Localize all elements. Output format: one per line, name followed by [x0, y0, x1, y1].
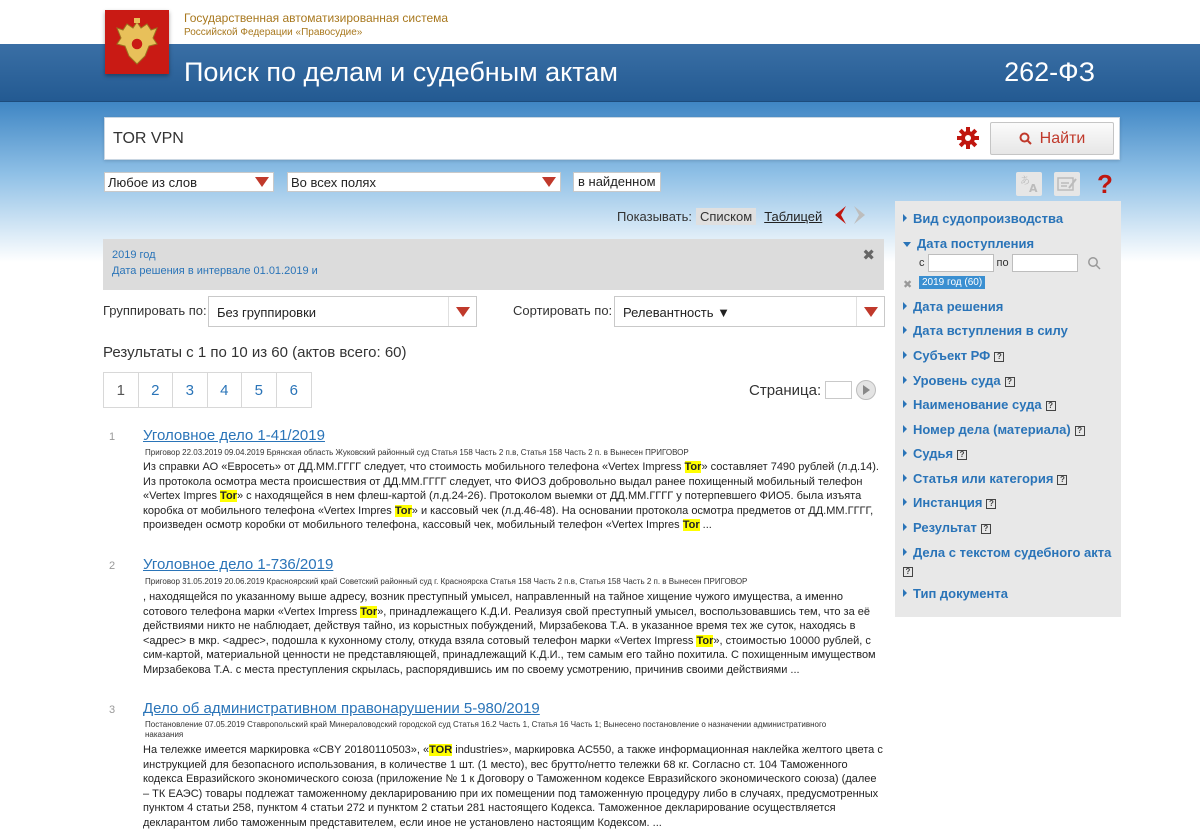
search-term-highlight: Tor — [394, 504, 412, 517]
dropdown-arrow-icon — [538, 173, 560, 191]
result-meta: Постановление 07.05.2019 Ставропольский край Минераловодский городской суд Статья 16.2 Часть 1, Статья 16 Часть 1; Вынесено постановление о назначении административного наказания — [145, 720, 827, 739]
view-mode-switch — [617, 208, 826, 225]
sidebar-item-doc-type[interactable]: Тип документа — [903, 586, 1008, 601]
page-jump-label: Страница: — [749, 381, 822, 399]
sidebar-item-decision-date[interactable]: Дата решения — [903, 299, 1003, 314]
sort-by-select[interactable] — [614, 296, 885, 327]
page-link[interactable]: 2 — [139, 373, 174, 407]
top-strip — [0, 0, 1200, 44]
page-jump — [749, 380, 876, 400]
word-mode-value: Любое из слов — [108, 175, 198, 190]
date-to-input[interactable] — [1012, 254, 1078, 272]
help-icon[interactable]: ? — [994, 352, 1004, 362]
result-snippet: Из справки АО «Евросеть» от ДД.ММ.ГГГГ следует, что стоимость мобильного телефона «Vertex Impress Tor» составляет 7490 рублей (л.д.14). Из протокола осмотра места происшествия от ДД.ММ.ГГГГ следует, что ФИОЗ добровольно выдал ранее похищенный мобильный телефон «Vertex Impres Tor» с находящейся в нем флеш-картой (л.д.24-26). Протоколом выемки от ДД.ММ.ГГГГ у потерпевшего ФИО5. была изъята коробка от мобильного телефона «Vertex Impres Tor» и кассовый чек (л.д.46-48). На основании протокола осмотра предметов от ДД.ММ.ГГГГ, произведен осмотр коробки от мобильного телефона, кассовый чек, мобильный телефон «Vertex Impres Tor ... — [143, 461, 879, 532]
date-from-input[interactable] — [928, 254, 994, 272]
search-term-highlight: Tor — [360, 605, 378, 618]
result-item — [103, 427, 885, 537]
result-item — [103, 700, 885, 836]
sort-by-label: Сортировать по: — [513, 303, 613, 318]
sidebar-item-with-text[interactable]: Дела с текстом судебного акта ? — [903, 544, 1115, 580]
sidebar-item-article[interactable]: Статья или категория ? — [903, 471, 1067, 486]
selected-year-tag[interactable]: 2019 год (60) — [919, 276, 985, 289]
help-icon[interactable]: ? — [903, 567, 913, 577]
sidebar-item-instance[interactable]: Инстанция ? — [903, 495, 996, 510]
remove-tag-icon[interactable]: ✖ — [903, 279, 913, 291]
result-number: 1 — [109, 431, 116, 443]
field-scope-value: Во всех полях — [291, 175, 376, 190]
result-snippet: На тележке имеется маркировка «CBY 20180110503», «TOR industries», маркировка AC550, а также информационная наклейка желтого цвета с инструкцией для безопасного использования, в количестве 1 шт. (1 место), вес брутто/нетто тележки 68 кг. Согласно ст. 104 Таможенного кодекса Евразийского экономического союза (приложение № 1 к Договору о Таможенном кодексе Евразийского экономического союза) (далее – ТК ЕАЭС) товары подлежат таможенному декларированию при их помещении под таможенную процедуру либо в случаях, предусмотренных пунктом 4 статьи 258, пунктом 4 статьи 272 и пунктом 2 статьи 281 настоящего Кодекса. Таможенное декларирование осуществляется декларантом либо таможенным представителем, если иное не установлено настоящим Кодексом. ... — [143, 744, 883, 829]
refine-in-results-button[interactable]: в найденном — [573, 172, 661, 192]
next-arrow-icon[interactable] — [852, 205, 868, 225]
view-table-option[interactable]: Таблицей — [764, 209, 823, 224]
date-to-label: по — [996, 257, 1009, 269]
sidebar-item-court-level[interactable]: Уровень суда ? — [903, 373, 1015, 388]
page-jump-input[interactable] — [825, 381, 852, 399]
search-term-highlight: Tor — [682, 519, 700, 532]
result-title-link[interactable]: Уголовное дело 1-736/2019 — [143, 556, 334, 573]
coat-of-arms-logo[interactable] — [105, 10, 169, 74]
search-icon — [1019, 132, 1032, 145]
help-icon[interactable]: ? — [1005, 377, 1015, 387]
go-arrow-icon[interactable] — [856, 380, 876, 400]
page-link[interactable]: 1 — [104, 373, 139, 407]
page-link[interactable]: 4 — [208, 373, 243, 407]
help-icon[interactable]: ? — [986, 499, 996, 509]
sidebar-item-result[interactable]: Результат ? — [903, 520, 991, 535]
close-icon[interactable]: ✖ — [862, 247, 875, 264]
svg-text:あ: あ — [1020, 176, 1030, 187]
search-term-highlight: TOR — [429, 744, 453, 756]
search-term-highlight: Tor — [684, 461, 702, 473]
translate-icon[interactable] — [1016, 172, 1042, 196]
search-icon[interactable] — [1087, 256, 1101, 270]
receipt-date-range — [919, 254, 1101, 272]
dropdown-arrow-icon — [251, 173, 273, 191]
svg-text:A: A — [1029, 182, 1038, 194]
find-button-label: Найти — [1039, 129, 1086, 147]
result-item — [103, 556, 885, 681]
date-from-label: с — [919, 257, 925, 269]
results-count: Результаты с 1 по 10 из 60 (актов всего: 60) — [103, 344, 407, 361]
edit-icon[interactable] — [1054, 172, 1080, 196]
find-button[interactable] — [990, 122, 1114, 155]
sidebar-item-receipt-date[interactable]: Дата поступления — [903, 236, 1034, 251]
law-number[interactable]: 262-ФЗ — [1004, 57, 1095, 87]
result-number: 2 — [109, 560, 116, 572]
result-number: 3 — [109, 704, 116, 716]
pagination — [103, 372, 312, 408]
page-link[interactable]: 3 — [173, 373, 208, 407]
help-icon[interactable]: ? — [1046, 401, 1056, 411]
result-title-link[interactable]: Уголовное дело 1-41/2019 — [143, 427, 325, 444]
prev-arrow-icon[interactable] — [832, 205, 848, 225]
page-title: Поиск по делам и судебным актам — [184, 57, 618, 87]
help-icon[interactable]: ? — [957, 450, 967, 460]
search-box — [104, 117, 1120, 160]
page-link[interactable]: 5 — [242, 373, 277, 407]
view-mode-label: Показывать: — [617, 209, 692, 224]
help-icon[interactable]: ? — [1097, 169, 1113, 199]
search-input[interactable] — [113, 128, 933, 150]
sidebar-item-effective-date[interactable]: Дата вступления в силу — [903, 323, 1068, 338]
system-name-line2: Российской Федерации «Правосудие» — [184, 27, 363, 38]
result-title-link[interactable]: Дело об административном правонарушении 5-980/2019 — [143, 700, 540, 717]
group-by-select[interactable] — [208, 296, 477, 327]
system-name-line1: Государственная автоматизированная система — [184, 11, 449, 25]
gear-icon[interactable] — [957, 127, 979, 149]
sidebar-item-case-type[interactable]: Вид судопроизводства — [903, 211, 1063, 226]
result-meta: Приговор 31.05.2019 20.06.2019 Красноярский край Советский районный суд г. Красноярска Статья 158 Часть 2 п.в, Статья 158 Часть 2 п. в Вынесен ПРИГОВОР — [145, 577, 748, 586]
search-term-highlight: Tor — [220, 490, 237, 503]
help-icon[interactable]: ? — [1057, 475, 1067, 485]
help-icon[interactable]: ? — [981, 524, 991, 534]
group-by-value: Без группировки — [217, 305, 317, 320]
double-headed-eagle-icon — [113, 16, 161, 68]
field-scope-select[interactable] — [287, 172, 561, 192]
sidebar-item-region[interactable]: Субъект РФ ? — [903, 348, 1004, 363]
result-navigation — [832, 205, 868, 225]
sidebar-item-case-number[interactable]: Номер дела (материала) ? — [903, 422, 1085, 437]
sidebar-item-court-name[interactable]: Наименование суда ? — [903, 397, 1056, 412]
filter-sidebar — [895, 201, 1121, 617]
group-by-label: Группировать по: — [103, 303, 207, 318]
search-term-highlight: Tor — [696, 634, 714, 647]
active-filter-line2: Дата решения в интервале 01.01.2019 и — [112, 265, 318, 277]
dropdown-arrow-icon — [856, 297, 884, 326]
page-link[interactable]: 6 — [289, 381, 298, 399]
result-meta: Приговор 22.03.2019 09.04.2019 Брянская область Жуковский районный суд Статья 158 Часть 2 п.в, Статья 158 Часть 2 п. в Вынесен ПРИГОВОР — [145, 448, 689, 457]
active-filter-summary — [103, 239, 884, 290]
header-bar — [0, 44, 1200, 102]
help-icon[interactable]: ? — [1075, 426, 1085, 436]
word-mode-select[interactable] — [104, 172, 274, 192]
result-snippet: , находящейся по указанному выше адресу, возник преступный умысел, направленный на тайное хищение чужого имущества, а именно сотового телефона марки «Vertex Impress Tor», принадлежащего К.Д.И. Реализуя свой преступный умысел, воспользовавшись тем, что за её действиями никто не наблюдает, действуя тайно, из корыстных побуждений, Мирзабекова Т.А. в указанное время тех же суток, находясь в <адрес> в мкр. <адрес>, подошла к кухонному столу, откуда взяла сотовый телефон марки «Vertex Impress Tor», стоимостью 10000 рублей, с сим-картой, материальной ценности не представляющей, принадлежащий К.Д.И., тем самым его тайно похитила. С похищенным имуществом Мирзабекова Т.А. с места преступления скрылась, распорядившись им по своему усмотрению, причинив своими действиями ... — [143, 591, 876, 676]
sort-by-value: Релевантность ▼ — [623, 305, 730, 320]
view-list-option[interactable]: Списком — [696, 208, 756, 225]
sidebar-item-judge[interactable]: Судья ? — [903, 446, 967, 461]
dropdown-arrow-icon — [448, 297, 476, 326]
active-filter-line1: 2019 год — [112, 249, 156, 261]
